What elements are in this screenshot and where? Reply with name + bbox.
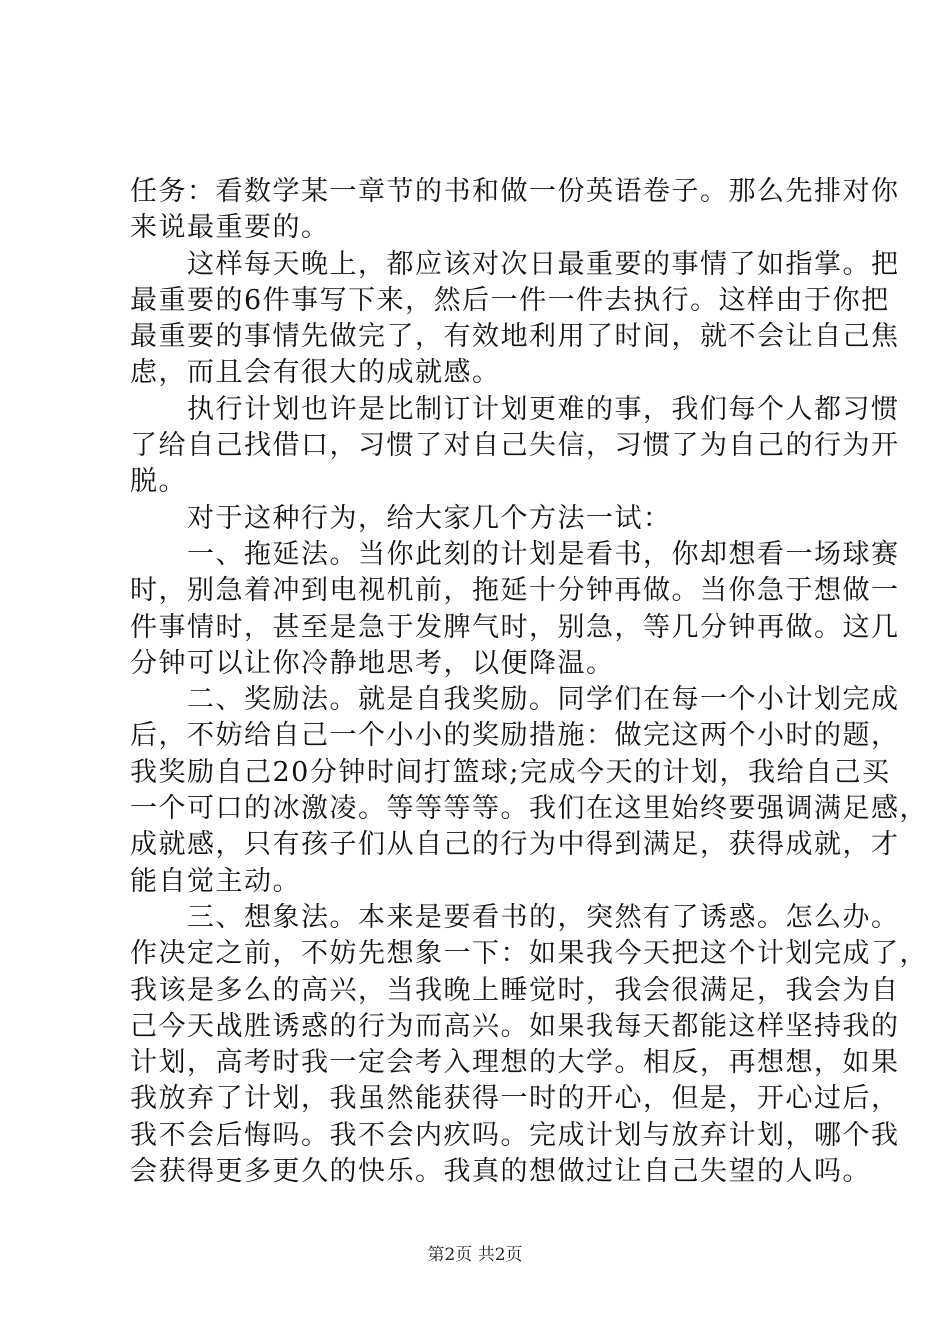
text-line: 我不会后悔吗。我不会内疚吗。完成计划与放弃计划，哪个我 [130,1119,900,1151]
text-line: 最重要的6件事写下来，然后一件一件去执行。这样由于你把 [130,284,890,316]
text-line: 三、想象法。本来是要看书的，突然有了诱惑。怎么办。 [130,901,900,933]
text-line: 我奖励自己20分钟时间打篮球;完成今天的计划，我给自己买 [130,756,891,788]
text-line: 我放弃了计划，我虽然能获得一时的开心，但是，开心过后， [130,1083,900,1115]
text-line: 件事情时，甚至是急于发脾气时，别急，等几分钟再做。这几 [130,611,900,643]
text-line: 脱。 [130,466,187,498]
page-number-label: 第2页 共2页 [427,1245,523,1265]
text-line: 虑，而且会有很大的成就感。 [130,357,501,389]
text-line: 一个可口的冰激凌。等等等等。我们在这里始终要强调满足感， [130,793,928,825]
document-body [130,174,928,1190]
text-line: 己今天战胜诱惑的行为而高兴。如果我每天都能这样坚持我的 [130,1010,900,1042]
text-line: 成就感，只有孩子们从自己的行为中得到满足，获得成就，才 [130,829,900,861]
text-line: 我该是多么的高兴，当我晚上睡觉时，我会很满足，我会为自 [130,974,900,1006]
text-line: 二、奖励法。就是自我奖励。同学们在每一个小计划完成 [130,684,900,716]
text-line: 作决定之前，不妨先想象一下：如果我今天把这个计划完成了， [130,938,928,970]
text-line: 任务：看数学某一章节的书和做一份英语卷子。那么先排对你 [130,176,900,207]
text-line: 后，不妨给自己一个小小的奖励措施：做完这两个小时的题， [130,720,900,752]
text-line: 最重要的事情先做完了，有效地利用了时间，就不会让自己焦 [130,321,900,353]
text-line: 能自觉主动。 [130,865,301,897]
page-footer [0,1245,950,1265]
text-line: 这样每天晚上，都应该对次日最重要的事情了如指掌。把 [130,248,900,280]
text-line: 了给自己找借口，习惯了对自己失信，习惯了为自己的行为开 [130,430,900,462]
text-line: 执行计划也许是比制订计划更难的事，我们每个人都习惯 [130,393,900,425]
text-line: 一、拖延法。当你此刻的计划是看书，你却想看一场球赛 [130,538,900,570]
text-line: 分钟可以让你冷静地思考，以便降温。 [130,647,615,679]
text-line: 会获得更多更久的快乐。我真的想做过让自己失望的人吗。 [130,1156,871,1188]
text-line: 对于这种行为，给大家几个方法一试： [130,502,672,534]
text-line: 计划，高考时我一定会考入理想的大学。相反，再想想，如果 [130,1047,900,1079]
text-line: 来说最重要的。 [130,212,330,244]
text-line: 时，别急着冲到电视机前，拖延十分钟再做。当你急于想做一 [130,575,900,607]
